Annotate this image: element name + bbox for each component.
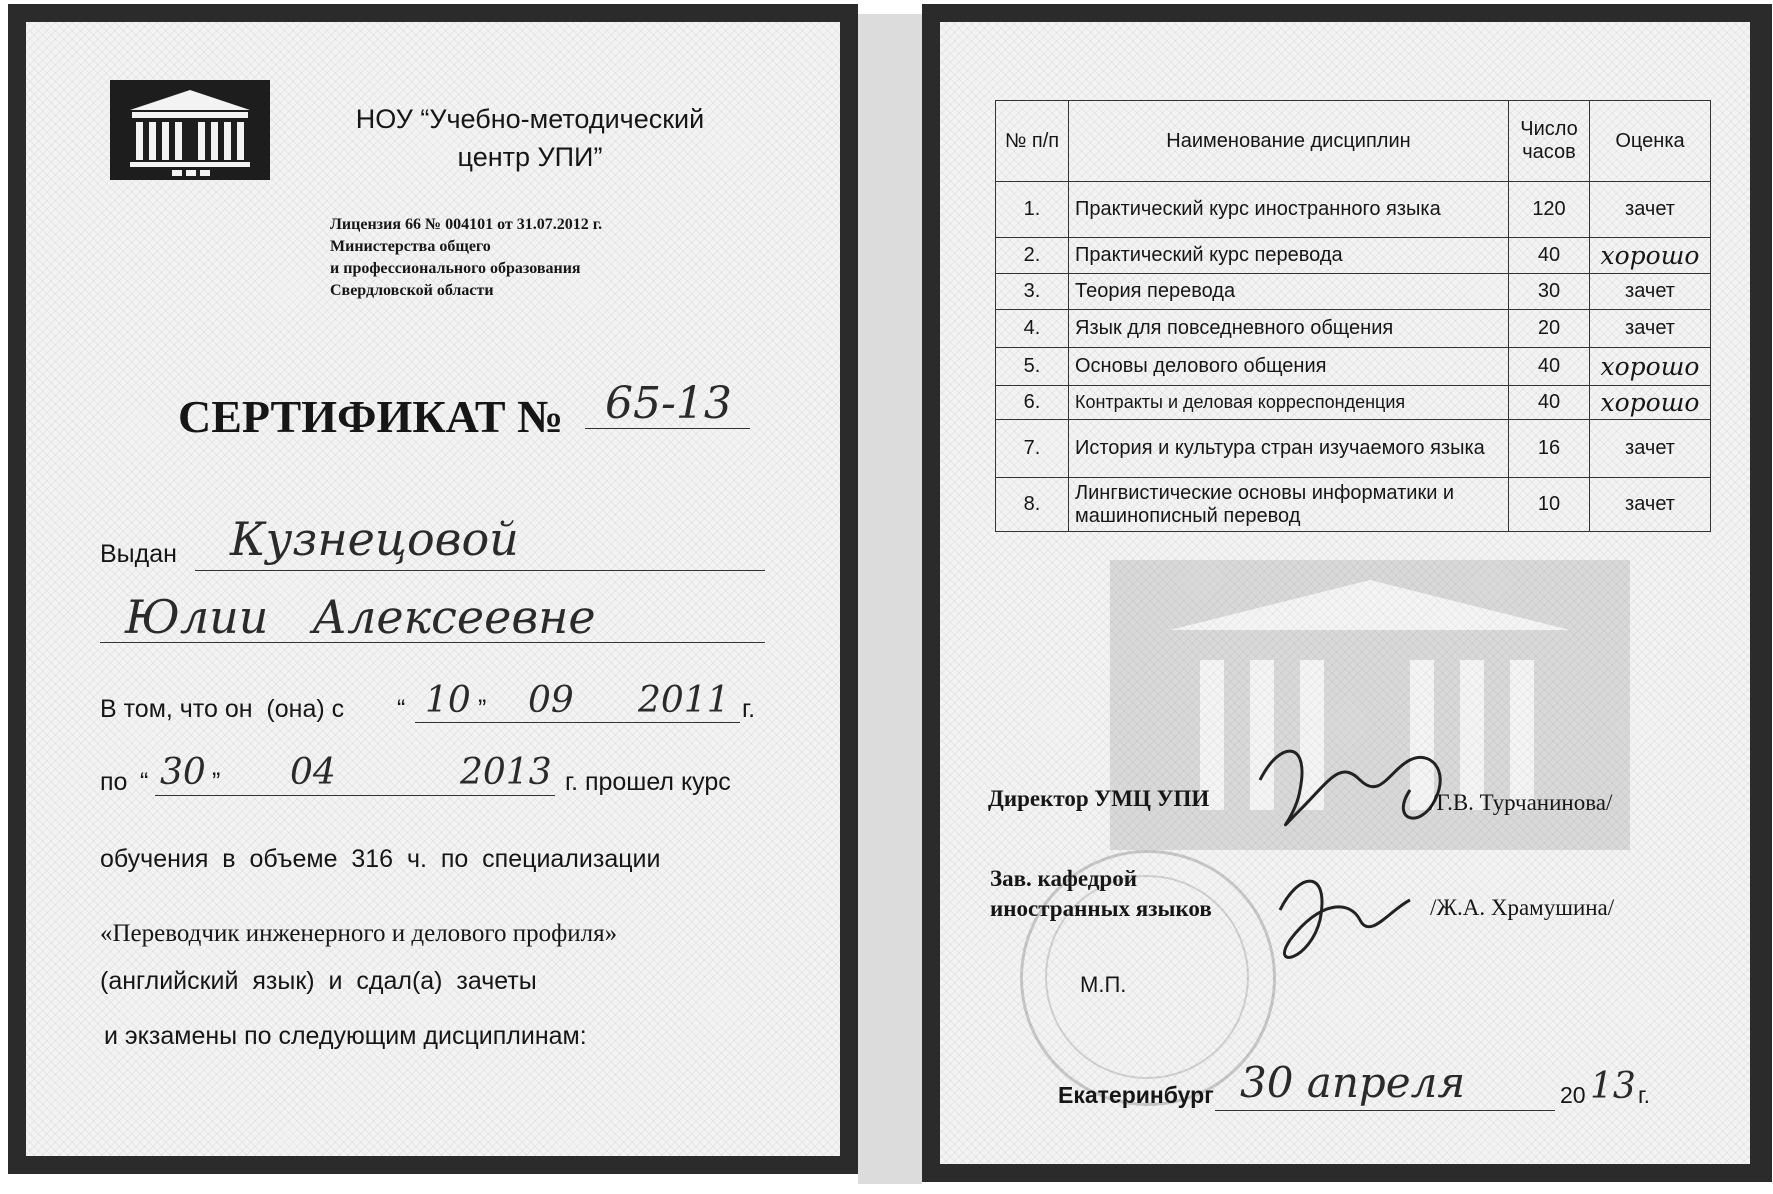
org-name (320, 100, 740, 176)
row-num: 6. (996, 386, 1069, 420)
university-building-logo (110, 80, 270, 180)
row-hours: 40 (1509, 348, 1590, 386)
from-month: 09 (528, 680, 574, 721)
body-line: (английский язык) и сдал(а) зачеты (100, 967, 537, 995)
head-label-line1: Зав. кафедрой (990, 866, 1137, 891)
table-row (996, 420, 1711, 478)
row-grade: хорошо (1590, 238, 1711, 274)
row-grade: хорошо (1590, 386, 1711, 420)
recipient-surname: Кузнецовой (230, 512, 519, 566)
certificate-title: СЕРТИФИКАТ № (178, 391, 564, 442)
license-line: Министерства общего (330, 238, 491, 255)
disciplines-table (995, 100, 1711, 532)
row-grade: зачет (1590, 182, 1711, 238)
row-num: 5. (996, 348, 1069, 386)
row-hours: 16 (1509, 420, 1590, 478)
row-grade: хорошо (1590, 348, 1711, 386)
city: Екатеринбург (1058, 1082, 1214, 1108)
director-label: Директор УМЦ УПИ (988, 786, 1210, 811)
table-row (996, 348, 1711, 386)
row-num: 3. (996, 274, 1069, 310)
table-header-row (996, 101, 1711, 182)
row-name: Практический курс иностранного языка (1069, 182, 1509, 238)
license-line: и профессионального образования (330, 260, 581, 277)
table-row (996, 478, 1711, 532)
table-row (996, 182, 1711, 238)
row-grade: зачет (1590, 274, 1711, 310)
license-line: Лицензия 66 № 004101 от 31.07.2012 г. (330, 216, 603, 233)
org-name-line2: центр УПИ” (457, 142, 603, 172)
row-grade: зачет (1590, 478, 1711, 532)
row-name: Теория перевода (1069, 274, 1509, 310)
table-row (996, 274, 1711, 310)
body-line: обучения в объеме 316 ч. по специализации (100, 845, 661, 873)
row-name: Лингвистические основы информатики и машинописный перевод (1069, 478, 1509, 532)
table-row (996, 238, 1711, 274)
row-name: История и культура стран изучаемого языка (1069, 420, 1509, 478)
spine (858, 14, 922, 1184)
body-line: «Переводчик инженерного и делового профиля» (100, 920, 618, 947)
head-label (990, 864, 1212, 924)
row-hours: 10 (1509, 478, 1590, 532)
head-name: /Ж.А. Храмушина/ (1430, 895, 1615, 920)
row-name: Основы делового общения (1069, 348, 1509, 386)
org-name-line1: НОУ “Учебно-методический (355, 104, 705, 134)
row-grade: зачет (1590, 420, 1711, 478)
header-hours: Число часов (1509, 101, 1590, 182)
header-num: № п/п (996, 101, 1069, 182)
from-day: 10 (425, 680, 471, 721)
row-hours: 120 (1509, 182, 1590, 238)
to-month: 04 (290, 752, 336, 793)
row-name: Язык для повседневного общения (1069, 310, 1509, 348)
table-row (996, 386, 1711, 420)
row-num: 7. (996, 420, 1069, 478)
row-hours: 20 (1509, 310, 1590, 348)
from-year-suffix: г. (742, 695, 756, 723)
recipient-name: Юлии Алексеевне (125, 590, 596, 644)
from-year: 2011 (638, 680, 730, 721)
row-hours: 40 (1509, 238, 1590, 274)
row-num: 2. (996, 238, 1069, 274)
to-day: 30 (160, 752, 206, 793)
header-name: Наименование дисциплин (1069, 101, 1509, 182)
row-num: 1. (996, 182, 1069, 238)
row-hours: 40 (1509, 386, 1590, 420)
license-block (330, 214, 602, 302)
row-num: 8. (996, 478, 1069, 532)
row-hours: 30 (1509, 274, 1590, 310)
seal-label: М.П. (1080, 972, 1127, 997)
date-handwritten: 30 апреля (1240, 1058, 1466, 1107)
certificate-spread: НОУ “Учебно-методический центр УПИ” Лицензия 66 № 004101 от 31.07.2012 г. Министерства общего и профессионального образования Свердловской области СЕРТИФИКАТ № 65-13 Выдан Кузнецовой Юлии Алексеевне В том, что он (она) с “ 10 ” 09 2011 г. по “ 30 ” 04 2013 г. прошел курс обучения в объеме 316 ч. по специализации «Переводчик инженерного и делового профиля» (английский язык) и сдал(а) зачеты и экзамены по следующим дисциплинам: № п/п Наименование дисциплин Число часов Оценка 1. Практический курс иностранного языка 120 зачет 2. Практический курс перевода 40 хорошо 3. Теория перевода 30 зачет 4. Язык для повседневного общения 20 зачет 5. Основы делового общения 40 хорошо 6. Контракты и деловая корреспонденция 40 хорошо 7. История и культура стран изучаемого языка 16 зачет 8. Лингвистические основы информатики и машинописный перевод 10 зачет Директор УМЦ УПИ /Г.В. Турчанинова/ Зав. кафедрой иностранных языков /Ж.А. Храмушина/ М.П. Екатеринбург 30 апреля 20 13 г. (0, 0, 1773, 1194)
to-suffix: г. прошел курс (565, 768, 731, 796)
head-signature (1250, 840, 1440, 980)
table-row (996, 310, 1711, 348)
row-num: 4. (996, 310, 1069, 348)
license-line: Свердловской области (330, 282, 494, 299)
body-line: и экзамены по следующим дисциплинам: (104, 1022, 587, 1050)
from-prefix: В том, что он (она) с (100, 695, 345, 723)
to-year: 2013 (460, 752, 552, 793)
row-name: Контракты и деловая корреспонденция (1069, 386, 1509, 420)
row-name: Практический курс перевода (1069, 238, 1509, 274)
row-grade: зачет (1590, 310, 1711, 348)
header-grade: Оценка (1590, 101, 1711, 182)
year-handwritten: 13 (1590, 1066, 1636, 1107)
director-name: /Г.В. Турчанинова/ (1430, 790, 1613, 815)
to-prefix: по (100, 768, 128, 796)
issued-label: Выдан (100, 540, 177, 568)
year-suffix: г. (1638, 1082, 1650, 1108)
year-prefix: 20 (1560, 1082, 1586, 1108)
certificate-number: 65-13 (605, 378, 732, 429)
head-label-line2: иностранных языков (990, 896, 1212, 921)
